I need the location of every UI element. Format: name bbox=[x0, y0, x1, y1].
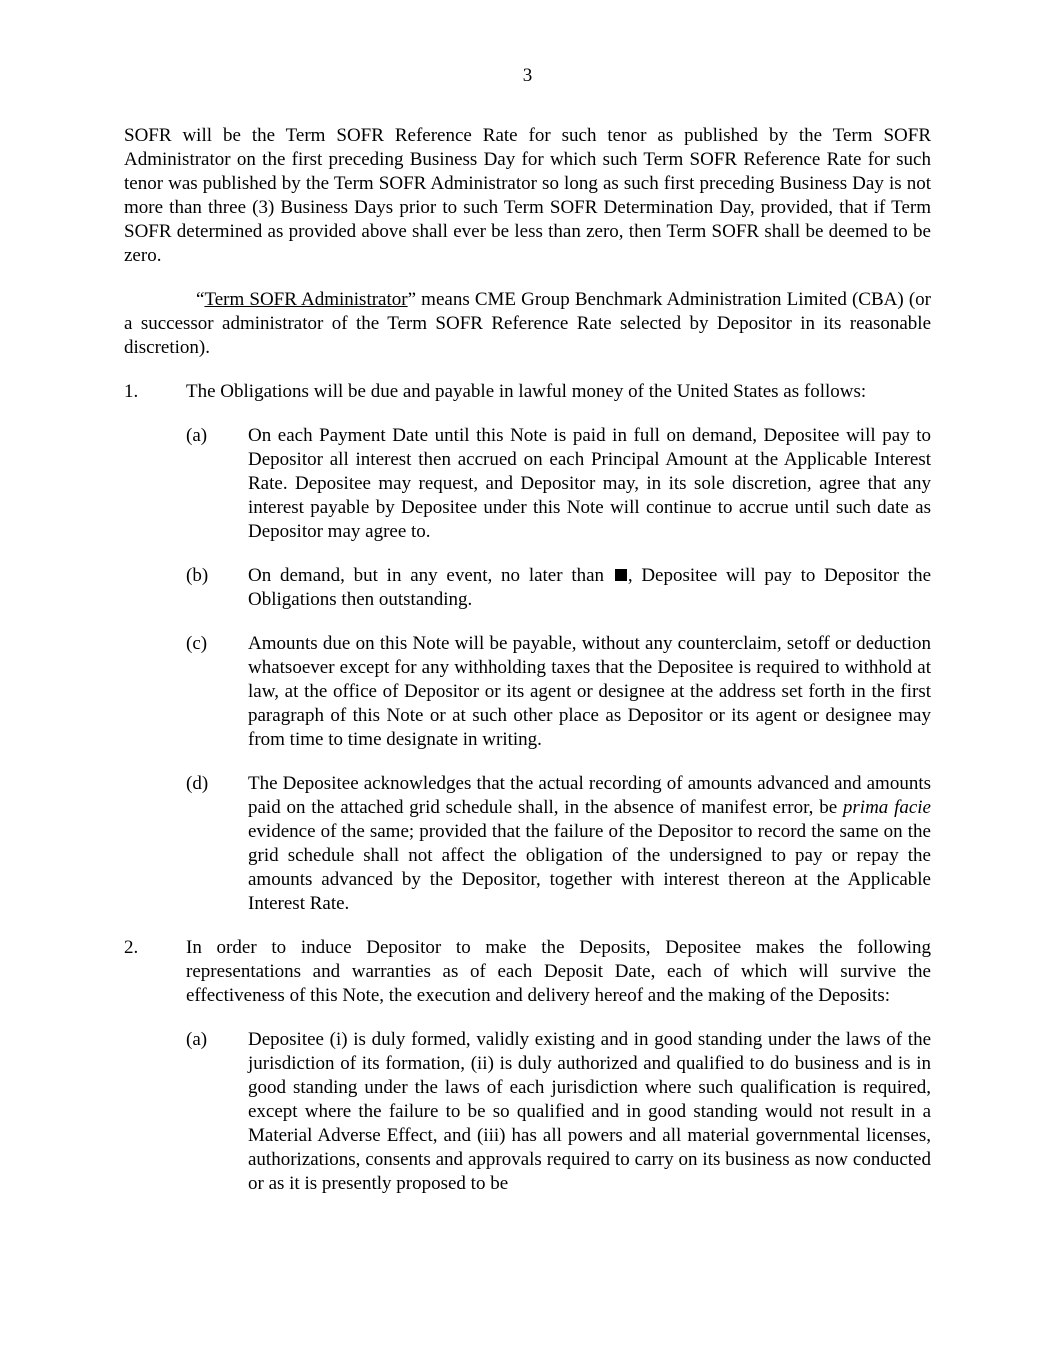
section-1d bbox=[186, 772, 931, 916]
section-2a bbox=[186, 1028, 931, 1196]
section-1d-label: (d) bbox=[186, 773, 209, 794]
section-2a-label: (a) bbox=[186, 1029, 208, 1050]
section-1-text: The Obligations will be due and payable in lawful money of the United States as follows: bbox=[186, 381, 867, 402]
section-1b-text-before: On demand, but in any event, no later than bbox=[248, 565, 613, 586]
section-1d-text bbox=[248, 772, 931, 916]
section-1d-italic-term: prima facie bbox=[842, 797, 931, 818]
blank-date-placeholder-icon bbox=[615, 569, 627, 581]
defined-term: Term SOFR Administrator bbox=[204, 289, 408, 310]
section-1b-label: (b) bbox=[186, 565, 209, 586]
section-1-number: 1. bbox=[124, 381, 139, 402]
intro-paragraph: SOFR will be the Term SOFR Reference Rate for such tenor as published by the Term SOFR Administrator on the first preceding Business Day for which such Term SOFR Reference Rate for such tenor was published by the Term SOFR Administrator so long as such first preceding Business Day is not more than three (3) Business Days prior to such Term SOFR Determination Day, provided, that if Term SOFR determined as provided above shall ever be less than zero, then Term SOFR shall be deemed to be zero. bbox=[124, 125, 931, 266]
section-1c-label: (c) bbox=[186, 633, 208, 654]
section-2 bbox=[124, 936, 931, 1008]
section-1c-text: Amounts due on this Note will be payable, without any counterclaim, setoff or deduction whatsoever except for any withholding taxes that the Depositee is required to withhold at law, at the office of Depositor or its agent or designee at the address set forth in the first paragraph of this Note or at such other place as Depositor or its agent or designee may from time to time designate in writing. bbox=[248, 633, 931, 750]
section-1a-label: (a) bbox=[186, 425, 208, 446]
section-1b bbox=[186, 564, 931, 612]
section-1b-text bbox=[248, 564, 931, 612]
section-2a-text: Depositee (i) is duly formed, validly existing and in good standing under the laws of the jurisdiction of its formation, (ii) is duly authorized and qualified to do business and is in good standing under the laws of each jurisdiction where such qualification is required, except where the failure to be so qualified and in good standing would not result in a Material Adverse Effect, and (iii) has all powers and all material governmental licenses, authorizations, consents and approvals required to carry on its business as now conducted or as it is presently proposed to be bbox=[248, 1029, 931, 1194]
section-1d-text-after: evidence of the same; provided that the failure of the Depositor to record the same on the grid schedule shall not affect the obligation of the undersigned to pay or repay the amounts advanced by the Depositor, together with interest thereon at the Applicable Interest Rate. bbox=[248, 821, 931, 914]
page-number: 3 bbox=[522, 65, 533, 86]
section-1a-text: On each Payment Date until this Note is paid in full on demand, Depositee will pay to Depositor all interest then accrued on each Principal Amount at the Applicable Interest Rate. Depositee may request, and Depositor may, in its sole discretion, agree that any interest payable by Depositee under this Note will continue to accrue until such date as Depositor may agree to. bbox=[248, 425, 931, 542]
definition-text: ” means CME Group Benchmark Administration Limited (CBA) (or a successor administrator of the Term SOFR Reference Rate selected by Depositor in its reasonable discretion). bbox=[124, 289, 931, 358]
section-1 bbox=[124, 380, 931, 404]
section-1d-text-before: The Depositee acknowledges that the actual recording of amounts advanced and amounts paid on the attached grid schedule shall, in the absence of manifest error, be bbox=[248, 773, 931, 818]
section-1a bbox=[186, 424, 931, 544]
section-1c bbox=[186, 632, 931, 752]
section-2-text: In order to induce Depositor to make the Deposits, Depositee makes the following representations and warranties as of each Deposit Date, each of which will survive the effectiveness of this Note, the execution and delivery hereof and the making of the Deposits: bbox=[186, 937, 931, 1006]
definition-term-sofr-administrator bbox=[124, 288, 931, 360]
section-1b-text-after: , Depositee will pay to Depositor the Obligations then outstanding. bbox=[248, 565, 932, 610]
section-2-number: 2. bbox=[124, 937, 139, 958]
definition-open-quote: “ bbox=[196, 289, 205, 310]
document-body bbox=[124, 124, 931, 1216]
